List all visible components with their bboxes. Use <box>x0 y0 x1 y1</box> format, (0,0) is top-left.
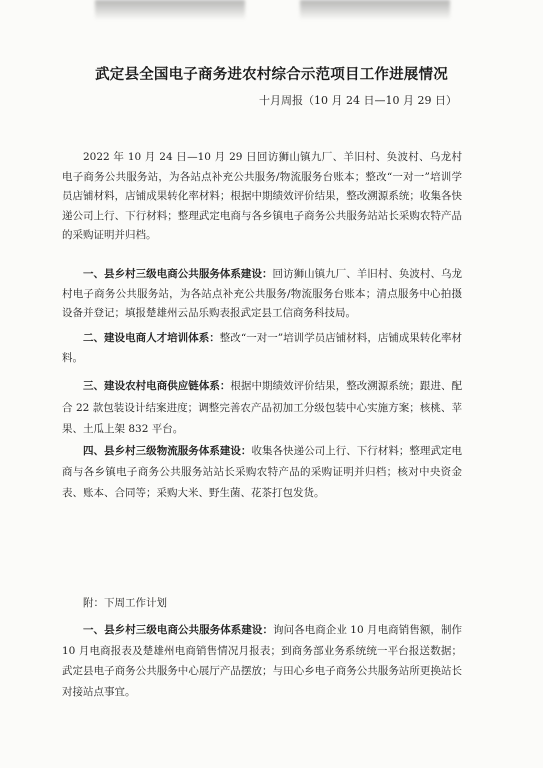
section-body: 整改“一对一”培训学员店铺材料，店铺成果转化率材料。 <box>62 332 462 364</box>
section-paragraph <box>62 265 462 324</box>
section-body: 回访狮山镇九厂、羊旧村、奂波村、乌龙村电子商务公共服务站，为各站点补充公共服务/物流服务台账本；清点服务中心拍摄设备并登记；填报楚雄州云品乐购表报武定县工信商务科技局。 <box>62 268 463 319</box>
section-heading: 四、县乡村三级物流服务体系建设： <box>83 445 252 457</box>
plan-item-heading: 一、县乡村三级电商公共服务体系建设： <box>83 624 274 636</box>
section-paragraph <box>62 329 462 368</box>
document-title: 武定县全国电子商务进农村综合示范项目工作进展情况 <box>95 66 448 83</box>
section-body: 收集各快递公司上行、下行材料；整理武定电商与各乡镇电子商务公共服务站站长采购农特产品的采购证明并归档；核对中央资金表、账本、合同等；采购大米、野生菌、花茶打包发货。 <box>62 445 463 499</box>
section-heading: 二、建设电商人才培训体系： <box>83 332 220 344</box>
scan-shadow <box>300 0 450 20</box>
section-paragraph <box>62 376 462 441</box>
section-heading: 三、建设农村电商供应链体系： <box>83 380 231 392</box>
next-week-plan-heading: 附：下周工作计划 <box>83 597 167 609</box>
plan-paragraph <box>62 620 462 702</box>
section-body: 根据中期绩效评价结果，整改溯源系统；跟进、配合 22 款包装设计结案进度；调整完善农产品初加工分级包装中心实施方案；核桃、苹果、土瓜上架 832 平台。 <box>62 380 463 435</box>
document-subtitle: 十月周报（10 月 24 日—10 月 29 日） <box>259 94 457 107</box>
intro-paragraph: 2022 年 10 月 24 日—10 月 29 日回访狮山镇九厂、羊旧村、奂波村、乌龙村电子商务公共服务站，为各站点补充公共服务/物流服务台账本；整改“一对一”培训学员店铺材料，店铺成果转化率材料；根据中期绩效评价结果，整改溯源系统；收集各快递公司上行、下行材料；整理武定电商与各乡镇电子商务公共服务站站长采购农特产品的采购证明并归档。 <box>62 151 462 241</box>
plan-item-body: 询问各电商企业 10 月电商销售额，制作 10 月电商报表及楚雄州电商销售情况月报表；到商务部业务系统统一平台报送数据；武定县电子商务公共服务中心展厅产品摆放；与田心乡电子商务公共服务站所更换站长对接站点事宜。 <box>62 624 462 698</box>
scan-shadow <box>95 0 245 20</box>
section-paragraph <box>62 441 462 504</box>
section-heading: 一、县乡村三级电商公共服务体系建设： <box>83 268 273 280</box>
